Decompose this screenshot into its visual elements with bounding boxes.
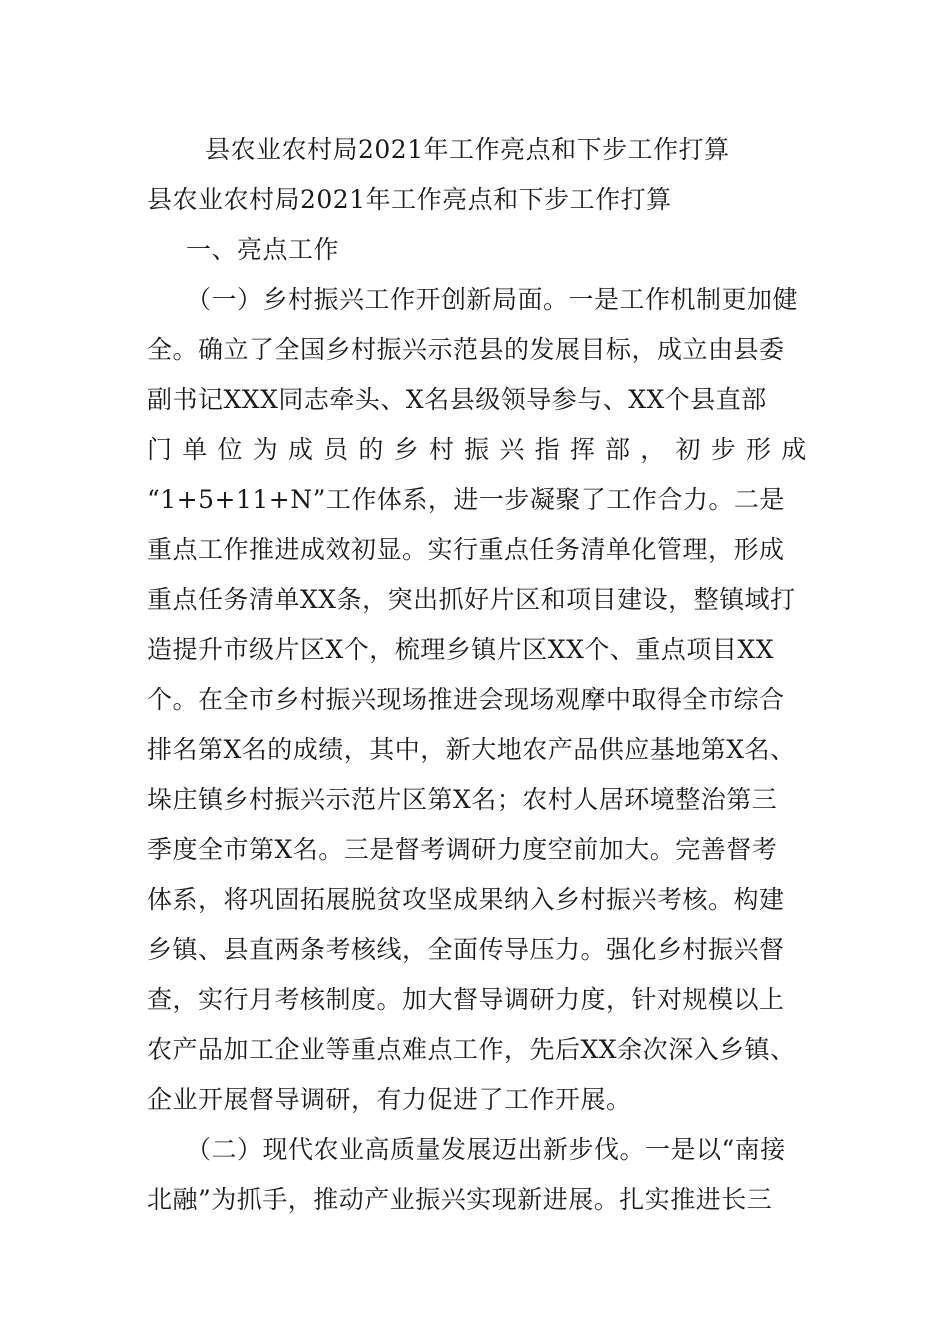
paragraph-line: 重点工作推进成效初显。实行重点任务清单化管理，形成 xyxy=(147,535,785,564)
justified-char: 指 xyxy=(534,435,561,464)
justified-char: 村 xyxy=(428,435,455,464)
paragraph-line-justified xyxy=(147,435,807,465)
paragraph-line: 个。在全市乡村振兴现场推进会现场观摩中取得全市综合 xyxy=(147,685,785,714)
justified-char: 员 xyxy=(323,435,349,464)
paragraph-line: 重点任务清单XX条，突出抓好片区和项目建设，整镇域打 xyxy=(147,585,796,614)
justified-char: 振 xyxy=(464,435,490,464)
justified-char: 挥 xyxy=(569,435,596,464)
paragraph-line: 体系，将巩固拓展脱贫攻坚成果纳入乡村振兴考核。构建 xyxy=(147,885,785,914)
paragraph-line: 季度全市第X名。三是督考调研力度空前加大。完善督考 xyxy=(147,835,778,864)
paragraph-line: 垛庄镇乡村振兴示范片区第X名；农村人居环境整治第三 xyxy=(147,785,778,814)
justified-char: 成 xyxy=(287,435,314,464)
paragraph-line: 全。确立了全国乡村振兴示范县的发展目标，成立由县委 xyxy=(147,335,785,364)
justified-char: 门 xyxy=(147,435,173,464)
justified-char: 为 xyxy=(252,435,279,464)
paragraph-line: 造提升市级片区X个，梳理乡镇片区XX个、重点项目XX xyxy=(147,635,774,664)
paragraph-line: （二）现代农业高质量发展迈出新步伐。一是以“南接 xyxy=(186,1135,786,1164)
paragraph-line: （一）乡村振兴工作开创新局面。一是工作机制更加健 xyxy=(186,285,799,314)
justified-char: 成 xyxy=(781,435,807,464)
justified-char: 部 xyxy=(605,435,631,464)
paragraph-line: “1+5+11+N”工作体系，进一步凝聚了工作合力。二是 xyxy=(147,485,785,514)
document-title: 县农业农村局2021年工作亮点和下步工作打算 xyxy=(205,135,730,164)
section-heading: 一、亮点工作 xyxy=(186,235,340,264)
document-subtitle: 县农业农村局2021年工作亮点和下步工作打算 xyxy=(147,185,672,214)
paragraph-line: 查，实行月考核制度。加大督导调研力度，针对规模以上 xyxy=(147,985,785,1014)
paragraph-line: 农产品加工企业等重点难点工作，先后XX余次深入乡镇、 xyxy=(147,1035,796,1064)
justified-char: 的 xyxy=(358,435,384,464)
justified-char: 兴 xyxy=(499,435,525,464)
justified-char: 单 xyxy=(182,435,208,464)
justified-char: ， xyxy=(640,435,666,464)
justified-char: 初 xyxy=(675,435,702,464)
paragraph-line: 北融”为抓手，推动产业振兴实现新进展。扎实推进长三 xyxy=(147,1185,773,1214)
paragraph-line: 副书记XXX同志牵头、X名县级领导参与、XX个县直部 xyxy=(147,385,767,414)
paragraph-line: 企业开展督导调研，有力促进了工作开展。 xyxy=(147,1085,632,1114)
justified-char: 形 xyxy=(745,435,772,464)
paragraph-line: 乡镇、县直两条考核线，全面传导压力。强化乡村振兴督 xyxy=(147,935,785,964)
justified-char: 位 xyxy=(217,435,243,464)
justified-char: 乡 xyxy=(393,435,420,464)
justified-char: 步 xyxy=(710,435,737,464)
paragraph-line: 排名第X名的成绩，其中，新大地农产品供应基地第X名、 xyxy=(147,735,796,764)
